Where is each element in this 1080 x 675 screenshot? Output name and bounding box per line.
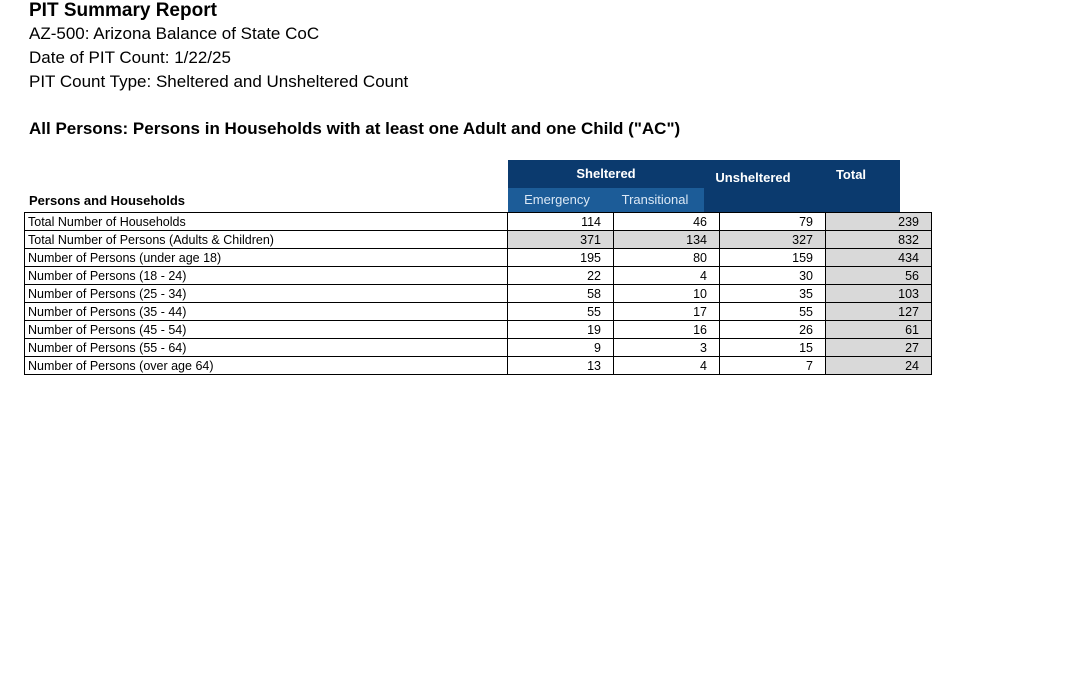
unsheltered-value: 7 [720,357,826,375]
table-row [25,339,932,357]
emergency-header: Emergency [508,188,606,212]
row-label: Number of Persons (45 - 54) [25,321,508,339]
unsheltered-value: 159 [720,249,826,267]
unsheltered-value: 30 [720,267,826,285]
table-row [25,267,932,285]
transitional-value: 134 [614,231,720,249]
section-title: All Persons: Persons in Households with at least one Adult and one Child ("AC") [29,119,681,138]
row-label: Number of Persons (25 - 34) [25,285,508,303]
data-table [24,212,932,375]
report-title: PIT Summary Report [29,0,217,21]
total-value: 103 [826,285,932,303]
transitional-header: Transitional [606,188,704,212]
table-row [25,285,932,303]
pit-summary-table [24,160,919,375]
coc-name: AZ-500: Arizona Balance of State CoC [29,24,320,43]
emergency-value: 9 [508,339,614,357]
transitional-value: 3 [614,339,720,357]
row-label: Number of Persons (35 - 44) [25,303,508,321]
emergency-value: 114 [508,213,614,231]
pit-count-date: Date of PIT Count: 1/22/25 [29,48,231,67]
total-value: 832 [826,231,932,249]
transitional-value: 16 [614,321,720,339]
sheltered-header: Sheltered [508,160,704,188]
total-value: 434 [826,249,932,267]
pit-count-type: PIT Count Type: Sheltered and Unsheltered Count [29,72,409,91]
total-value: 239 [826,213,932,231]
data-table-body [25,213,932,375]
unsheltered-value: 15 [720,339,826,357]
table-row [25,357,932,375]
transitional-value: 4 [614,267,720,285]
row-label: Number of Persons (over age 64) [25,357,508,375]
row-header-label: Persons and Households [29,193,186,208]
table-row [25,249,932,267]
emergency-value: 22 [508,267,614,285]
emergency-value: 55 [508,303,614,321]
report-header [29,0,408,94]
emergency-value: 371 [508,231,614,249]
total-value: 56 [826,267,932,285]
unsheltered-value: 327 [720,231,826,249]
row-label: Total Number of Households [25,213,508,231]
transitional-value: 46 [614,213,720,231]
total-header: Total [802,160,900,212]
unsheltered-value: 55 [720,303,826,321]
row-label: Number of Persons (55 - 64) [25,339,508,357]
unsheltered-value: 26 [720,321,826,339]
transitional-value: 17 [614,303,720,321]
total-value: 61 [826,321,932,339]
emergency-value: 195 [508,249,614,267]
total-value: 127 [826,303,932,321]
row-label: Number of Persons (under age 18) [25,249,508,267]
emergency-value: 19 [508,321,614,339]
total-value: 24 [826,357,932,375]
row-label: Total Number of Persons (Adults & Children) [25,231,508,249]
row-label: Number of Persons (18 - 24) [25,267,508,285]
total-value: 27 [826,339,932,357]
unsheltered-value: 79 [720,213,826,231]
table-row [25,303,932,321]
transitional-value: 80 [614,249,720,267]
table-row [25,321,932,339]
unsheltered-value: 35 [720,285,826,303]
table-header [24,160,901,212]
emergency-value: 13 [508,357,614,375]
table-row [25,213,932,231]
transitional-value: 4 [614,357,720,375]
table-row [25,231,932,249]
transitional-value: 10 [614,285,720,303]
emergency-value: 58 [508,285,614,303]
unsheltered-header: Unsheltered [704,160,802,212]
